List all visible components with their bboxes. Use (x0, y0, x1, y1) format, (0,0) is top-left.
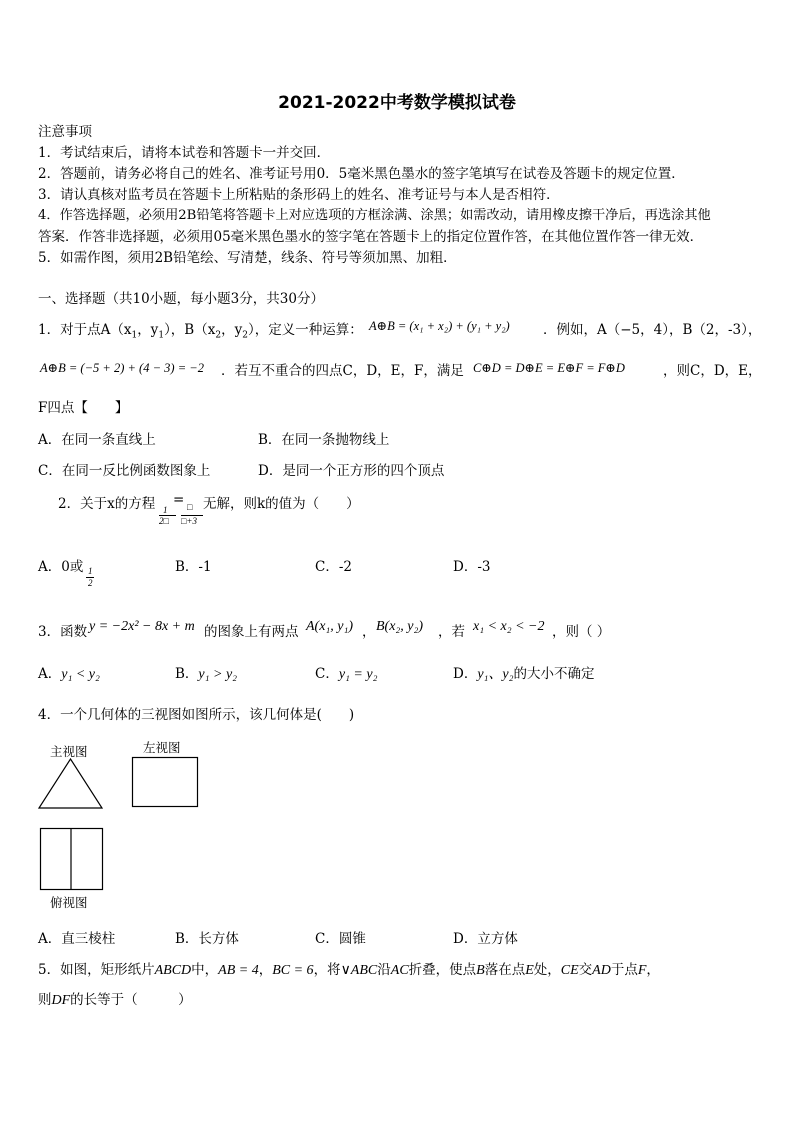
q2-frac1-den: 2□ (159, 516, 169, 526)
q2-option-c[interactable]: C．-2 (315, 559, 352, 575)
q1-option-b[interactable]: B．在同一条抛物线上 (258, 432, 390, 448)
notice-item: 3．请认真核对监考员在答题卡上所粘贴的条形码上的姓名、准考证号与本人是否相符． (38, 187, 560, 203)
q2-option-a-den: 2 (88, 578, 93, 588)
q2-option-b[interactable]: B．-1 (175, 559, 212, 575)
front-view-label: 主视图 (50, 744, 88, 759)
notice-item: 4．作答选择题，必须用2B铅笔将答题卡上对应选项的方框涂满、涂黑；如需改动，请用橡皮擦干净后，再选涂其他 (38, 208, 711, 223)
q1-formula-definition: A⊕B = (x₁ + x₂) + (y₁ + y₂) (369, 319, 510, 333)
front-view-triangle (39, 759, 102, 808)
notice-item: 答案．作答非选择题，必须用05毫米黑色墨水的签字笔在答题卡上的指定位置作答，在其他位置作答一律无效． (38, 229, 704, 245)
q2-option-a[interactable]: A．0或 (38, 559, 84, 575)
q3-option-a[interactable]: A．y₁ < y₂ (38, 666, 100, 682)
q4-stem: 4．一个几何体的三视图如图所示，该几何体是( ) (38, 707, 355, 723)
side-view-label: 左视图 (143, 740, 181, 755)
q3-stem-if: ，若 (438, 624, 465, 640)
q1-formula-condition: C⊕D = D⊕E = E⊕F = F⊕D (473, 361, 625, 375)
q2-option-a-num: 1 (88, 566, 93, 576)
q3-stem-mid: 的图象上有两点 (204, 624, 299, 640)
q2-option-d[interactable]: D．-3 (453, 559, 491, 575)
notice-item: 1．考试结束后，请将本试卷和答题卡一并交回． (38, 145, 331, 161)
q4-option-a[interactable]: A．直三棱柱 (38, 931, 116, 947)
q1-condition-end: ，则C，D，E， (663, 363, 762, 379)
q1-condition-text: ．若互不重合的四点C，D，E，F，满足 (221, 363, 464, 379)
q3-comma: ， (362, 624, 376, 640)
q1-option-a[interactable]: A．在同一条直线上 (38, 432, 156, 448)
section-heading: 一、选择题（共10小题，每小题3分，共30分） (38, 291, 324, 307)
q1-option-c[interactable]: C．在同一反比例函数图象上 (38, 463, 211, 479)
q3-option-b[interactable]: B．y₁ > y₂ (175, 666, 238, 682)
q3-option-c[interactable]: C．y₁ = y₂ (315, 666, 378, 682)
side-view-rectangle (133, 758, 198, 807)
q5-stem-line2: 则DF的长等于（ ） (38, 992, 192, 1008)
q1-option-d[interactable]: D．是同一个正方形的四个顶点 (258, 463, 445, 479)
q2-frac1-num: 1 (163, 505, 168, 515)
q5-stem-line1: 5．如图，矩形纸片ABCD中，AB = 4，BC = 6，将∨ABC沿AC折叠，使点B落在点E处，CE交AD于点F， (38, 962, 660, 978)
q2-frac2-den: □+3 (181, 516, 198, 526)
q1-formula-example: A⊕B = (−5 + 2) + (4 − 3) = −2 (40, 361, 204, 375)
q3-function: y = −2x² − 8x + m (89, 619, 195, 634)
question-1-line1: 1．对于点$A(x_1$，$y_1$），$B(x_2$，$y_2$），定义一种运算： (38, 322, 363, 341)
notice-item: 2．答题前，请务必将自己的姓名、准考证号用0．5毫米黑色墨水的签字笔填写在试卷及答题卡的规定位置． (38, 166, 685, 182)
q3-stem-end: ，则（ ） (552, 624, 611, 640)
q2-stem-end: 无解，则k的值为（ ） (203, 496, 360, 512)
q3-condition: x₁ < x₂ < −2 (473, 619, 545, 634)
q2-stem-start: 2．关于x的方程 (58, 496, 156, 512)
q4-option-c[interactable]: C．圆锥 (315, 931, 366, 947)
q3-stem-start: 3．函数 (38, 624, 88, 640)
q3-point-a: A(x₁, y₁) (306, 619, 354, 634)
q2-frac2-num: □ (187, 502, 193, 512)
notice-item: 5．如需作图，须用2B铅笔绘、写清楚，线条、符号等须加黑、加粗． (38, 250, 457, 266)
q3-option-d[interactable]: D．y₁、y₂的大小不确定 (453, 666, 595, 682)
notice-heading: 注意事项 (38, 124, 92, 140)
q3-point-b: B(x₂, y₂) (376, 619, 424, 634)
q4-option-d[interactable]: D．立方体 (453, 931, 518, 947)
q4-option-b[interactable]: B．长方体 (175, 931, 239, 947)
q2-equals: = (173, 492, 185, 508)
top-view-label: 俯视图 (50, 895, 88, 910)
q1-stem-end: F四点【 】 (38, 400, 129, 416)
q1-example: ．例如，A（−5，4），B（2，-3）， (543, 322, 762, 338)
page-title: 2021-2022中考数学模拟试卷 (278, 93, 516, 113)
